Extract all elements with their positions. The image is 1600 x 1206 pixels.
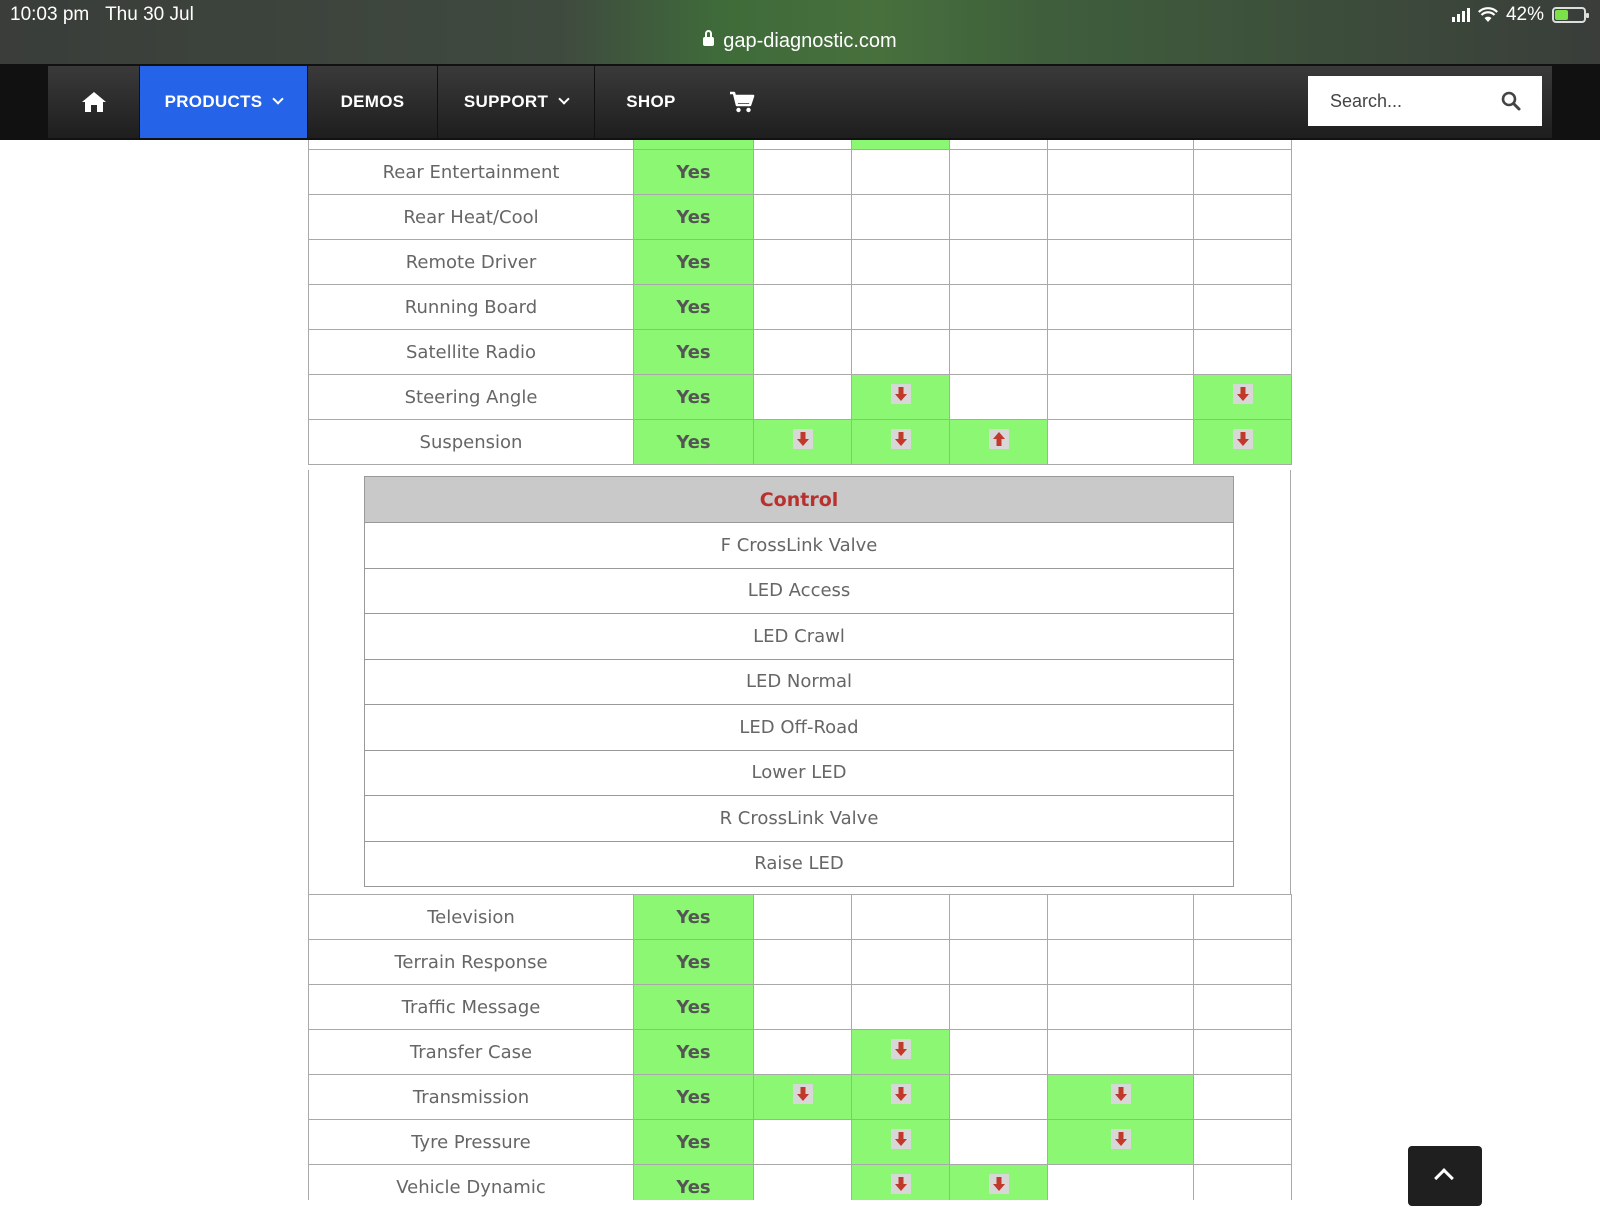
arrow-down-icon [1233, 384, 1253, 404]
table-cell [309, 140, 634, 150]
support-yes: Yes [634, 895, 754, 940]
table-cell [950, 1030, 1048, 1075]
nav-cart[interactable] [707, 66, 777, 138]
table-cell [1048, 1075, 1194, 1120]
table-row [309, 1165, 1292, 1201]
arrow-down-icon [891, 384, 911, 404]
table-cell [852, 375, 950, 420]
table-cell [754, 1120, 852, 1165]
table-cell [852, 240, 950, 285]
chevron-down-icon [273, 93, 284, 104]
battery-percent: 42% [1505, 4, 1544, 25]
arrow-down-icon [1233, 429, 1253, 449]
table-row [309, 895, 1292, 940]
table-cell [1194, 375, 1292, 420]
feature-name: Transfer Case [309, 1030, 634, 1075]
support-yes: Yes [634, 240, 754, 285]
table-cell [1194, 420, 1292, 465]
nav-home[interactable] [48, 66, 140, 138]
control-item: LED Off-Road [365, 705, 1234, 751]
table-cell [1194, 940, 1292, 985]
table-cell [754, 330, 852, 375]
control-item: R CrossLink Valve [365, 796, 1234, 842]
arrow-down-icon [793, 429, 813, 449]
nav-shop-label: SHOP [626, 92, 676, 111]
control-header: Control [365, 477, 1234, 523]
arrow-down-icon [1111, 1084, 1131, 1104]
table-cell [1048, 895, 1194, 940]
support-yes: Yes [634, 150, 754, 195]
table-cell [852, 330, 950, 375]
table-row [309, 1030, 1292, 1075]
table-row [309, 1120, 1292, 1165]
table-cell [852, 150, 950, 195]
table-cell [1048, 940, 1194, 985]
table-cell [754, 895, 852, 940]
control-table [364, 476, 1234, 887]
nav-products[interactable] [140, 66, 308, 138]
feature-name: Vehicle Dynamic [309, 1165, 634, 1201]
control-section [308, 470, 1291, 895]
table-cell [754, 985, 852, 1030]
nav-products-label: PRODUCTS [164, 92, 263, 111]
arrow-down-icon [891, 429, 911, 449]
control-row [365, 796, 1234, 842]
table-cell [852, 1120, 950, 1165]
nav-demos[interactable] [308, 66, 438, 138]
arrow-down-icon [891, 1039, 911, 1059]
table-cell [1048, 985, 1194, 1030]
status-date-text: Thu 30 Jul [105, 4, 194, 25]
feature-name: Running Board [309, 285, 634, 330]
table-cell [754, 940, 852, 985]
nav-demos-label: DEMOS [340, 92, 405, 111]
table-row [309, 140, 1292, 150]
lock-icon [703, 37, 714, 46]
feature-name: Rear Heat/Cool [309, 195, 634, 240]
table-row [309, 150, 1292, 195]
feature-table-top-body [309, 140, 1292, 465]
table-cell [950, 240, 1048, 285]
table-cell [754, 420, 852, 465]
status-time-text: 10:03 pm [10, 4, 90, 25]
arrow-down-icon [891, 1129, 911, 1149]
chevron-down-icon [558, 93, 569, 104]
arrow-down-icon [891, 1084, 911, 1104]
table-cell [1194, 895, 1292, 940]
table-cell [852, 1030, 950, 1075]
table-cell [1048, 140, 1194, 150]
table-cell [1194, 1165, 1292, 1201]
table-cell [1048, 375, 1194, 420]
feature-table-top [308, 140, 1292, 465]
table-cell [1194, 285, 1292, 330]
table-cell [1194, 1075, 1292, 1120]
support-yes: Yes [634, 330, 754, 375]
control-row [365, 614, 1234, 660]
control-row [365, 523, 1234, 569]
table-cell [950, 895, 1048, 940]
support-yes: Yes [634, 985, 754, 1030]
table-cell [754, 195, 852, 240]
feature-name: Transmission [309, 1075, 634, 1120]
table-cell [1048, 330, 1194, 375]
search-box [1308, 76, 1542, 126]
wifi-icon [1478, 7, 1498, 23]
table-cell [754, 1075, 852, 1120]
table-cell [950, 375, 1048, 420]
main-navbar [0, 64, 1600, 140]
table-cell [950, 1165, 1048, 1201]
table-cell [852, 940, 950, 985]
navbar-inner [48, 66, 1552, 138]
table-cell [1048, 240, 1194, 285]
scroll-to-top-button[interactable] [1408, 1146, 1482, 1206]
support-yes: Yes [634, 940, 754, 985]
support-yes: Yes [634, 195, 754, 240]
control-table-body [365, 523, 1234, 887]
arrow-up-icon [989, 429, 1009, 449]
chevron-up-icon [1434, 1168, 1454, 1188]
table-cell [754, 375, 852, 420]
control-row [365, 568, 1234, 614]
arrow-down-icon [989, 1174, 1009, 1194]
table-row [309, 285, 1292, 330]
feature-name: Steering Angle [309, 375, 634, 420]
feature-name: Television [309, 895, 634, 940]
table-cell [852, 985, 950, 1030]
table-row [309, 985, 1292, 1030]
table-cell [950, 150, 1048, 195]
table-cell [754, 1165, 852, 1201]
feature-name: Satellite Radio [309, 330, 634, 375]
status-time [10, 4, 194, 26]
table-cell [1048, 1030, 1194, 1075]
table-cell [852, 195, 950, 240]
table-cell [950, 140, 1048, 150]
table-cell [852, 140, 950, 150]
table-cell [1194, 150, 1292, 195]
table-cell [950, 1120, 1048, 1165]
table-row [309, 195, 1292, 240]
feature-name: Traffic Message [309, 985, 634, 1030]
feature-name: Terrain Response [309, 940, 634, 985]
table-cell [634, 140, 754, 150]
table-cell [852, 420, 950, 465]
table-cell [950, 285, 1048, 330]
table-cell [754, 140, 852, 150]
control-item: Raise LED [365, 841, 1234, 887]
signal-icon [1452, 8, 1470, 22]
table-cell [1048, 1165, 1194, 1201]
feature-table-bottom [308, 894, 1292, 1200]
feature-name: Remote Driver [309, 240, 634, 285]
control-item: F CrossLink Valve [365, 523, 1234, 569]
feature-name: Tyre Pressure [309, 1120, 634, 1165]
cart-icon [729, 90, 755, 114]
table-row [309, 375, 1292, 420]
table-row [309, 1075, 1292, 1120]
table-cell [754, 150, 852, 195]
control-item: Lower LED [365, 750, 1234, 796]
table-cell [754, 1030, 852, 1075]
feature-name: Suspension [309, 420, 634, 465]
feature-name: Rear Entertainment [309, 150, 634, 195]
table-cell [754, 240, 852, 285]
address-bar[interactable] [0, 30, 1600, 53]
control-row [365, 841, 1234, 887]
table-cell [1194, 195, 1292, 240]
support-yes: Yes [634, 1120, 754, 1165]
ios-status-bar [0, 0, 1600, 64]
nav-support-label: SUPPORT [463, 92, 549, 111]
search-input[interactable] [1308, 78, 1498, 124]
battery-icon [1552, 7, 1586, 23]
table-cell [1048, 420, 1194, 465]
page-content [0, 140, 1600, 1200]
table-cell [950, 940, 1048, 985]
table-cell [950, 195, 1048, 240]
table-row [309, 420, 1292, 465]
table-cell [1194, 1030, 1292, 1075]
table-cell [950, 330, 1048, 375]
table-cell [1194, 985, 1292, 1030]
table-row [309, 330, 1292, 375]
arrow-down-icon [1111, 1129, 1131, 1149]
control-row [365, 750, 1234, 796]
table-cell [1048, 150, 1194, 195]
table-cell [950, 1075, 1048, 1120]
home-icon [80, 90, 108, 114]
table-cell [950, 420, 1048, 465]
nav-shop[interactable] [595, 66, 707, 138]
table-cell [1194, 1120, 1292, 1165]
table-cell [852, 895, 950, 940]
support-yes: Yes [634, 285, 754, 330]
status-indicators [1452, 4, 1586, 26]
support-yes: Yes [634, 1075, 754, 1120]
support-yes: Yes [634, 1165, 754, 1201]
control-item: LED Crawl [365, 614, 1234, 660]
table-cell [1048, 285, 1194, 330]
support-yes: Yes [634, 420, 754, 465]
control-item: LED Access [365, 568, 1234, 614]
table-cell [1194, 140, 1292, 150]
arrow-down-icon [793, 1084, 813, 1104]
table-cell [1194, 330, 1292, 375]
feature-table-bottom-body [309, 895, 1292, 1201]
search-icon[interactable] [1500, 90, 1522, 112]
control-item: LED Normal [365, 659, 1234, 705]
table-cell [754, 285, 852, 330]
table-cell [950, 985, 1048, 1030]
table-cell [1194, 240, 1292, 285]
table-cell [852, 1075, 950, 1120]
nav-support[interactable] [438, 66, 595, 138]
table-cell [852, 285, 950, 330]
table-cell [1048, 1120, 1194, 1165]
table-row [309, 940, 1292, 985]
control-row [365, 659, 1234, 705]
arrow-down-icon [891, 1174, 911, 1194]
table-cell [1048, 195, 1194, 240]
support-yes: Yes [634, 1030, 754, 1075]
url-text: gap-diagnostic.com [723, 30, 897, 52]
table-cell [852, 1165, 950, 1201]
support-yes: Yes [634, 375, 754, 420]
control-row [365, 705, 1234, 751]
table-row [309, 240, 1292, 285]
